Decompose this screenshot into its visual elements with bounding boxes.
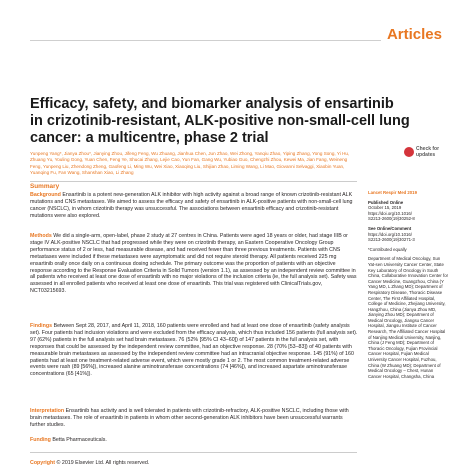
article-doi-link-1[interactable]: https://doi.org/10.1016/: [368, 210, 412, 216]
author-list: Yunpeng Yang*, Jianya Zhou*, Jianying Zhou, Jifeng Feng, Wu Zhuang, Jianhua Chen, Jun Zhao, Wei Zhong, Yanqiu Zhao, Yiping Zhang, Yong Song, Yi Hu, Zhuang Yu, Youling Gong, Yuan Chen, Feng Ye, Shucai Zhang, Lejie Cao, Yun Fan, Gang Wu, Yubiao Guo, Chengzhi Zhou, Kewei Ma, Jian Fang, Weineng Feng, Yunpeng Liu, Zhendong Zheng, Gaofeng Li, Ming Wu, Wei Xiao, Xiaoqing Liu, Shijian Zhao, Liming Wang, Li Mao, Giovanni Selvaggi, Xiaobin Yuan, Yuanqing Fu, Fan Wang, Shanshan Xiao, Li Zhang: [30, 151, 350, 176]
see-comment-label: See Online/Comment: [368, 225, 412, 231]
findings-label: Findings: [30, 323, 53, 329]
summary-heading: Summary: [30, 183, 60, 190]
copyright-label: Copyright: [30, 460, 56, 466]
summary-top-rule: [30, 181, 357, 182]
comment-doi-link-2[interactable]: S2213-2600(19)30271-3: [368, 237, 415, 243]
published-online-date: October 15, 2019: [368, 205, 402, 211]
journal-header-bar: [0, 12, 452, 42]
sidebar-publication-info: [368, 190, 448, 379]
summary-interpretation: Interpretation Ensartinib has activity and is well tolerated in patients with crizotinib-refractory, ALK-positive NSCLC, including those with brain metastases. The role of ensartinib in patients in whom other second-generation ALK inhibitors have been unsuccessful warrants further studies.: [30, 408, 349, 428]
summary-bottom-rule: [30, 452, 357, 453]
summary-findings: Findings Between Sept 28, 2017, and April 11, 2018, 160 patients were enrolled and had at least one dose of ensartinib (safety analysis set). Four patients had inclusion violations and were excluded from the efficacy analysis, which thus included 156 patients (full analysis set). 97 (62%) patients in the full analysis set had brain metastases. 76 (52% [95% CI 43–60]) of 147 patients in the full analysis set, with responses that could be assessed by the independent review committee, had an objective response. 28 (70% [53–83]) of 40 patients with measurable brain metastases as assessed by the independent review committee had an intracranial objective response. 145 (91%) of 160 patients had at least one treatment-related adverse event, which were mostly grade 1 or 2. The most common treatment-related adverse events were rash (89 [56%]), increased alanine aminotransferase concentrations (74 [46%]), and increased aspartate aminotransferase concentrations (65 [41%]).: [30, 323, 358, 378]
check-for-updates-badge[interactable]: [404, 146, 440, 160]
summary-funding: Funding Betta Pharmaceuticals.: [30, 437, 107, 443]
interpretation-label: Interpretation: [30, 408, 65, 414]
contributed-equally-note: *Contributed equally: [368, 246, 407, 252]
funding-label: Funding: [30, 437, 51, 443]
published-online-label: Published Online: [368, 199, 404, 205]
crossmark-icon: [404, 147, 414, 157]
background-label: Background: [30, 192, 61, 198]
summary-methods: Methods We did a single-arm, open-label, phase 2 study at 27 centres in China. Patients were aged 18 years or older, had stage IIIB or stage IV ALK-positive NSCLC that had progressed while they were on crizotinib therapy, an Eastern Cooperative Oncology Group performance status of 2 or less, had measurable disease, and had received fewer than three previous treatments. Patients with CNS metastases were included if these metastases were asymptomatic and did not require steroid therapy. All patients received 225 mg ensartinib orally once daily on a continuous dosing schedule. The primary outcome was the proportion of patients with an objective response according to the Response Evaluation Criteria in Solid Tumors (version 1.1), as assessed by an independent review committee in all patients who received at least one dose of ensartinib with no major violations of the inclusion criteria (ie, the full analysis set). Safety was assessed in all enrolled patients who received at least one dose of ensartinib. This trial was registered with ClinicalTrials.gov, NCT03215693.: [30, 233, 357, 295]
author-affiliations: Department of Medical Oncology, Sun Yat-sen University Cancer Center, State Key Laboratory of Oncology in South China, Collaborative Innovation Center for Cancer Medicine, Guangzhou, China (Y Yang MD, L Zhang MD); Department of Respiratory Disease, Thoracic Disease Center, The First Affiliated Hospital, College of Medicine, Zhejiang University, Hangzhou, China (Jianya Zhou MD, Jianying Zhou MD); Department of Medical Oncology, Jiangsu Cancer Hospital, Jiangsu Institute of Cancer Research, The Affiliated Cancer Hospital of Nanjing Medical University, Nanjing, China (J Feng MD); Department of Thoracic Oncology, Fujian Provincial Cancer Hospital, Fujian Medical University Cancer Hospital, Fuzhou, China (W Zhuang MD); Department of Medical Oncology – Chest, Hunan Cancer Hospital, Changsha, China: [368, 256, 449, 379]
comment-doi-link-1[interactable]: https://doi.org/10.1016/: [368, 231, 412, 237]
article-title: Efficacy, safety, and biomarker analysis of ensartinib in crizotinib-resistant, ALK-positive non-small-cell lung cancer: a multicentre, phase 2 trial: [30, 96, 410, 146]
section-label: Articles: [381, 26, 442, 43]
methods-label: Methods: [30, 233, 52, 239]
journal-citation: Lancet Respir Med 2019: [368, 190, 417, 195]
summary-background: Background Ensartinib is a potent new-generation ALK inhibitor with high activity against a broad range of known crizotinib-resistant ALK mutations and CNS metastases. We aimed to assess the efficacy and safety of ensartinib in ALK-positive patients with non-small-cell lung cancer (NSCLC), in whom crizotinib therapy was unsuccessful. The associations between ensartinib efficacy and crizotinib-resistant mutations were also explored.: [30, 192, 353, 219]
article-doi-link-2[interactable]: S2213-2600(19)30252-8: [368, 216, 415, 222]
check-for-updates-label: Check for updates: [416, 146, 440, 158]
copyright-line: Copyright © 2019 Elsevier Ltd. All rights reserved.: [30, 460, 150, 466]
